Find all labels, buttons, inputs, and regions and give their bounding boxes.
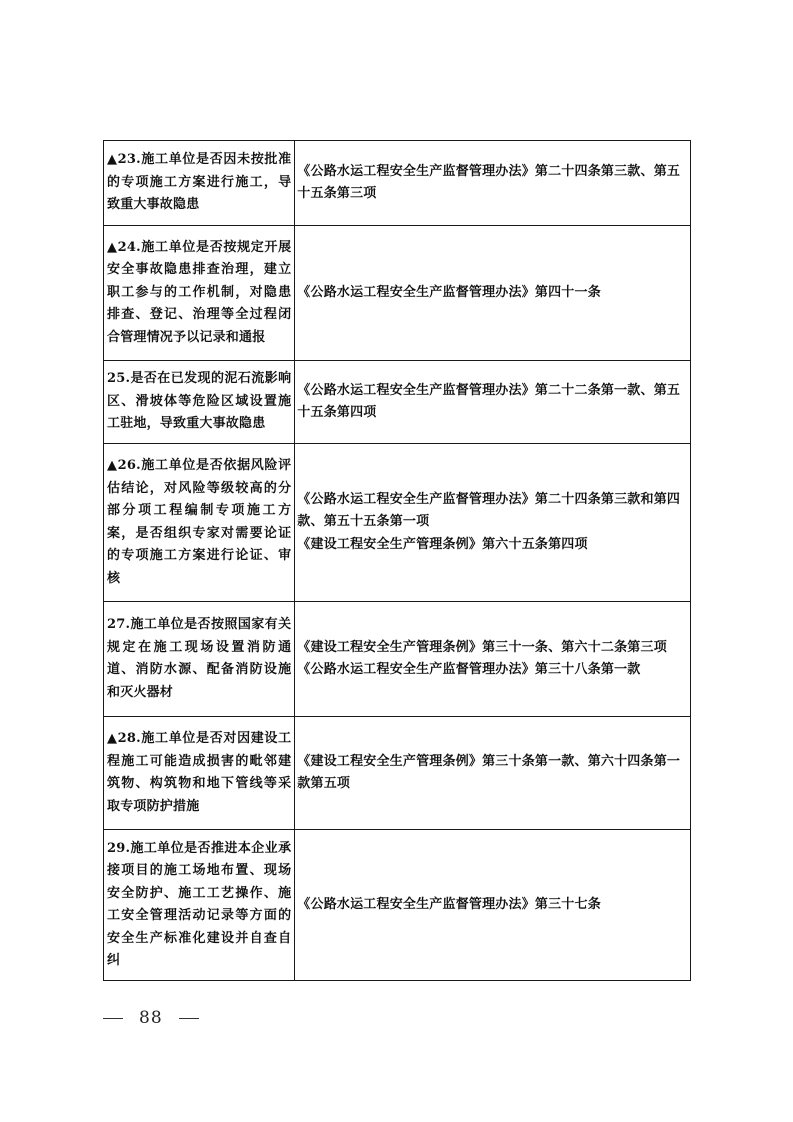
- inspection-item-cell: ▲28.施工单位是否对因建设工程施工可能造成损害的毗邻建筑物、构筑物和地下管线等采取专项防护措施: [104, 717, 295, 830]
- legal-basis-line: 《建设工程安全生产管理条例》第三十条第一款、第六十四条第一款第五项: [297, 753, 681, 791]
- legal-basis-line: 《公路水运工程安全生产监督管理办法》第三十八条第一款: [297, 662, 641, 677]
- inspection-item-cell: 29.施工单位是否推进本企业承接项目的施工场地布置、现场安全防护、施工工艺操作、施工安全管理活动记录等方面的安全生产标准化建设并自查自纠: [104, 830, 295, 981]
- table-row: [104, 830, 691, 981]
- legal-basis-cell: [295, 361, 691, 444]
- inspection-item-cell: ▲23.施工单位是否因未按批准的专项施工方案进行施工，导致重大事故隐患: [104, 141, 295, 226]
- right-dash: [179, 1018, 199, 1019]
- inspection-item-cell: 25.是否在已发现的泥石流影响区、滑坡体等危险区域设置施工驻地，导致重大事故隐患: [104, 361, 295, 444]
- legal-basis-cell: [295, 444, 691, 602]
- table-row: [104, 444, 691, 602]
- legal-basis-cell: [295, 602, 691, 717]
- legal-basis-line: 《公路水运工程安全生产监督管理办法》第二十四条第三款、第五十五条第三项: [297, 163, 681, 201]
- legal-basis-line: 《公路水运工程安全生产监督管理办法》第二十四条第三款和第四款、第五十五条第一项: [297, 491, 681, 530]
- legal-basis-line: 《公路水运工程安全生产监督管理办法》第四十一条: [297, 284, 601, 300]
- inspection-item-cell: ▲26.施工单位是否依据风险评估结论，对风险等级较高的分部分项工程编制专项施工方案，是否组织专家对需要论证的专项施工方案进行论证、审核: [104, 444, 295, 602]
- inspection-table-grid: [103, 140, 691, 981]
- legal-basis-cell: [295, 141, 691, 226]
- table-row: [104, 602, 691, 717]
- inspection-item-cell: 27.施工单位是否按照国家有关规定在施工现场设置消防通道、消防水源、配备消防设施和灭火器材: [104, 602, 295, 717]
- table-row: [104, 226, 691, 361]
- inspection-item-cell: ▲24.施工单位是否按规定开展安全事故隐患排查治理，建立职工参与的工作机制，对隐患排查、登记、治理等全过程闭合管理情况予以记录和通报: [104, 226, 295, 361]
- table-row: [104, 361, 691, 444]
- table-row: [104, 717, 691, 830]
- legal-basis-cell: [295, 226, 691, 361]
- legal-basis-line: 《公路水运工程安全生产监督管理办法》第二十二条第一款、第五十五条第四项: [297, 382, 681, 420]
- table-row: [104, 141, 691, 226]
- page-number: 88: [139, 1008, 163, 1028]
- legal-basis-line: 《建设工程安全生产管理条例》第三十一条、第六十二条第三项: [297, 639, 667, 655]
- legal-basis-cell: [295, 830, 691, 981]
- inspection-table: [103, 140, 691, 981]
- legal-basis-cell: [295, 717, 691, 830]
- legal-basis-line: 《公路水运工程安全生产监督管理办法》第三十七条: [297, 896, 601, 912]
- legal-basis-line: 《建设工程安全生产管理条例》第六十五条第四项: [297, 536, 588, 552]
- left-dash: [103, 1018, 123, 1019]
- page-footer: [103, 1006, 199, 1030]
